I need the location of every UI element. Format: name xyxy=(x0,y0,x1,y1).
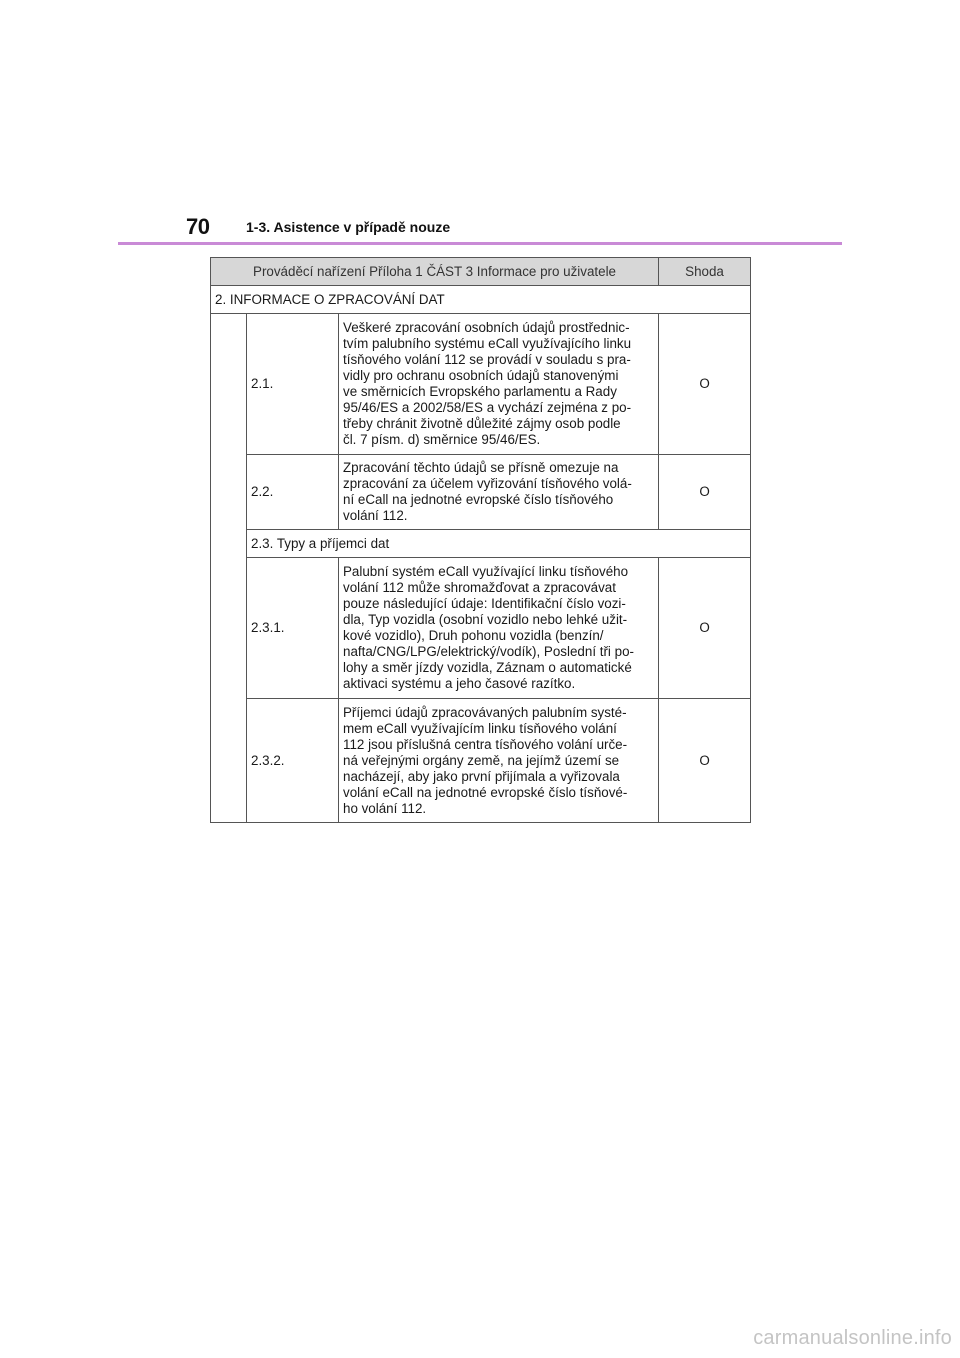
item-text xyxy=(339,314,659,455)
table-header-row xyxy=(211,258,751,286)
item-number: 2.1. xyxy=(247,314,339,455)
item-number: 2.2. xyxy=(247,455,339,530)
section-heading: 2. INFORMACE O ZPRACOVÁNÍ DAT xyxy=(211,286,751,314)
section-title: 1-3. Asistence v případě nouze xyxy=(246,219,451,235)
item-compliance: O xyxy=(659,455,751,530)
table-row xyxy=(211,314,751,455)
compliance-table xyxy=(210,257,751,823)
item-compliance: O xyxy=(659,558,751,699)
item-number: 2.3.1. xyxy=(247,558,339,699)
table-row xyxy=(211,558,751,699)
subsection-heading-row xyxy=(211,530,751,558)
item-number: 2.3.2. xyxy=(247,699,339,823)
table-row xyxy=(211,699,751,823)
item-text-content: Příjemci údajů zpracovávaných palubním systé- mem eCall využívajícím linku tísňového volání 112 jsou příslušná centra tísňového volání urče- ná veřejnými orgány země, na jejímž území se nacházejí, aby jako první přijímala a vyřizovala volání eCall na jednotné evropské číslo tísňové- ho volání 112. xyxy=(343,704,628,816)
subsection-heading: 2.3. Typy a příjemci dat xyxy=(247,530,751,558)
item-text xyxy=(339,699,659,823)
column-header-compliance: Shoda xyxy=(659,258,751,286)
section-heading-row xyxy=(211,286,751,314)
item-text xyxy=(339,558,659,699)
page-number: 70 xyxy=(186,214,210,239)
item-text-content: Palubní systém eCall využívající linku tísňového volání 112 může shromažďovat a zpracovávat pouze následující údaje: Identifikační číslo vozi- dla, Typ vozidla (osobní vozidlo nebo lehké užit- kové vozidlo), Druh pohonu vozidla (benzín/ nafta/CNG/LPG/elektrický/vodík), Poslední tři po- lohy a směr jízdy vozidla, Záznam o automatické aktivaci systému a jeho časové razítko. xyxy=(343,564,634,691)
watermark: carmanualsonline.info xyxy=(753,1327,952,1349)
item-compliance: O xyxy=(659,699,751,823)
item-text-content: Veškeré zpracování osobních údajů prostřednic- tvím palubního systému eCall využívajícího linku tísňového volání 112 se provádí v souladu s pra- vidly pro ochranu osobních údajů stanovenými ve směrnicích Evropského parlamentu a Rady 95/46/ES a 2002/58/ES a vychází zejména z po- třeby chránit životně důležité zájmy osob podle čl. 7 písm. d) směrnice 95/46/ES. xyxy=(343,320,632,447)
item-text-content: Zpracování těchto údajů se přísně omezuje na zpracování za účelem vyřizování tísňového volá- ní eCall na jednotné evropské číslo tísňového volání 112. xyxy=(343,460,632,523)
column-header-requirement: Prováděcí nařízení Příloha 1 ČÁST 3 Informace pro uživatele xyxy=(211,258,659,286)
header-divider xyxy=(118,242,842,245)
item-compliance: O xyxy=(659,314,751,455)
item-text xyxy=(339,455,659,530)
table-row xyxy=(211,455,751,530)
indent-cell xyxy=(211,314,247,823)
